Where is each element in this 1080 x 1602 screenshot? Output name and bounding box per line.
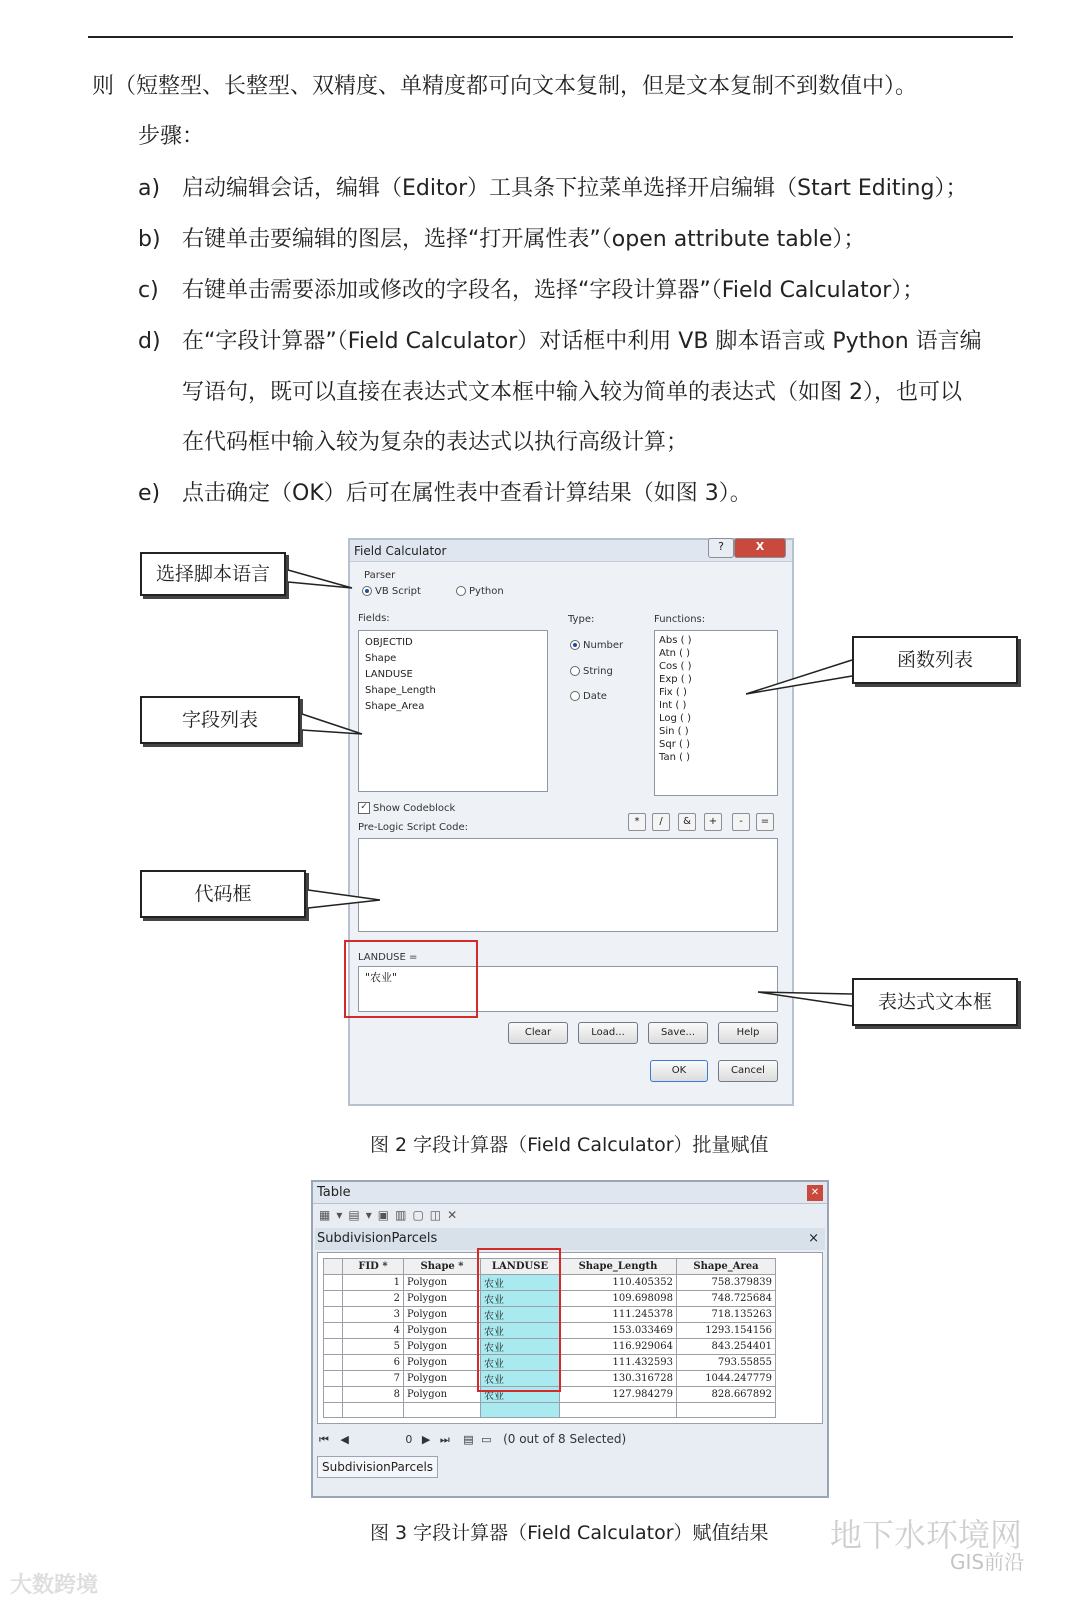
shape-area-cell: 1044.247779 [677,1371,776,1387]
shape-area-cell: 748.725684 [677,1291,776,1307]
shape-cell: Polygon [404,1291,481,1307]
pointer-expression-box [758,992,852,1006]
pointer-code-box [308,890,380,908]
checkbox-checked-icon: ✓ [358,802,370,814]
table-titlebar [313,1182,827,1204]
function-item[interactable]: Tan ( ) [659,752,691,763]
step-c-text: 右键单击需要添加或修改的字段名，选择“字段计算器”（Field Calculator）； [182,278,925,303]
clear-button[interactable]: Clear [508,1022,568,1044]
previous-record-icon[interactable]: ◀ [340,1433,349,1446]
function-item[interactable]: Fix ( ) [659,687,687,698]
watermark-left: 大数跨境 [10,1573,99,1598]
column-header[interactable]: Shape_Area [677,1259,776,1275]
ok-button[interactable]: OK [650,1060,708,1082]
fid-cell: 3 [343,1307,404,1323]
function-item[interactable]: Int ( ) [659,700,687,711]
shape-area-cell: 758.379839 [677,1275,776,1291]
step-d-text-1: 在“字段计算器”（Field Calculator）对话框中利用 VB 脚本语言或 Python 语言编 [182,329,982,354]
fid-cell: 4 [343,1323,404,1339]
fid-cell: 2 [343,1291,404,1307]
shape-cell: Polygon [404,1339,481,1355]
parser-python[interactable]: Python [456,586,504,597]
step-c-letter: c) [138,278,159,303]
parser-vbscript[interactable]: VB Script [362,586,421,597]
first-record-icon[interactable]: ⏮ [319,1433,329,1446]
field-item[interactable]: OBJECTID [365,637,413,648]
callout-script-language: 选择脚本语言 [140,552,286,596]
close-icon[interactable]: X [734,538,786,558]
clear-selection-icon[interactable]: ▢ [412,1208,430,1222]
cancel-button[interactable]: Cancel [718,1060,778,1082]
field-item[interactable]: Shape [365,653,397,664]
expression-value: "农业" [365,971,398,984]
shape-cell: Polygon [404,1307,481,1323]
expression-label: LANDUSE = [358,952,418,963]
landuse-cell: 农业 [481,1371,560,1387]
intro-line: 则（短整型、长整型、双精度、单精度都可向文本复制，但是文本复制不到数值中）。 [92,74,918,99]
field-item[interactable]: Shape_Length [365,685,436,696]
watermark-right-1: 地下水环境网 [830,1516,1023,1554]
step-e-letter: e) [138,481,161,506]
shape-area-cell: 793.55855 [677,1355,776,1371]
column-header[interactable]: Shape_Length [560,1259,677,1275]
shape-length-cell: 153.033469 [560,1323,677,1339]
parser-label: Parser [364,570,396,581]
step-b-text: 右键单击要编辑的图层，选择“打开属性表”（open attribute table）； [182,227,866,252]
shape-length-cell: 110.405352 [560,1275,677,1291]
type-number[interactable]: Number [570,640,623,651]
shape-length-cell: 109.698098 [560,1291,677,1307]
record-navigator [319,1432,626,1447]
attribute-table-window [311,1180,829,1498]
fid-cell: 6 [343,1355,404,1371]
bottom-layer-tab[interactable]: SubdivisionParcels [317,1456,438,1478]
step-a-letter: a) [138,176,161,201]
field-item[interactable]: Shape_Area [365,701,425,712]
shape-cell: Polygon [404,1355,481,1371]
pointer-function-list [746,660,852,694]
figure2-caption: 图 2 字段计算器（Field Calculator）批量赋值 [370,1134,769,1156]
step-a-text: 启动编辑会话，编辑（Editor）工具条下拉菜单选择开启编辑（Start Editing）； [182,176,968,201]
load-button[interactable]: Load... [578,1022,638,1044]
landuse-cell: 农业 [481,1387,560,1403]
selection-status: (0 out of 8 Selected) [503,1432,627,1446]
steps-heading: 步骤： [138,124,205,149]
shape-area-cell: 1293.154156 [677,1323,776,1339]
type-string[interactable]: String [570,666,613,677]
related-tables-icon[interactable]: ▤▾ [348,1208,378,1222]
function-item[interactable]: Cos ( ) [659,661,692,672]
fid-cell: 7 [343,1371,404,1387]
shape-length-cell: 116.929064 [560,1339,677,1355]
shape-area-cell: 718.135263 [677,1307,776,1323]
step-b-letter: b) [138,227,161,252]
row-selector-header [324,1259,343,1275]
close-tab-icon[interactable]: × [808,1231,819,1246]
dialog-title: Field Calculator [354,544,447,558]
step-e-text: 点击确定（OK）后可在属性表中查看计算结果（如图 3）。 [182,481,752,506]
shape-cell: Polygon [404,1371,481,1387]
table-toolbar [319,1208,463,1222]
landuse-cell: 农业 [481,1323,560,1339]
fields-label: Fields: [358,613,390,624]
show-codeblock[interactable]: ✓ Show Codeblock [358,802,455,814]
type-date[interactable]: Date [570,691,607,702]
operator-plus-button[interactable]: + [704,813,722,831]
help-icon[interactable]: ? [708,538,734,558]
step-d-text-3: 在代码框中输入较为复杂的表达式以执行高级计算； [182,430,689,455]
step-d-text-2: 写语句，既可以直接在表达式文本框中输入较为简单的表达式（如图 2），也可以 [182,380,962,405]
save-button[interactable]: Save... [648,1022,708,1044]
shape-length-cell: 130.316728 [560,1371,677,1387]
callout-expression-box: 表达式文本框 [852,978,1018,1026]
landuse-cell: 农业 [481,1339,560,1355]
table-empty-row [324,1403,776,1418]
callout-field-list: 字段列表 [140,696,300,744]
table-options-icon[interactable]: ▦▾ [319,1208,349,1222]
landuse-cell: 农业 [481,1291,560,1307]
show-selected-records-icon[interactable]: ▭ [481,1433,492,1446]
select-by-attributes-icon[interactable]: ▣ [377,1208,396,1222]
callout-function-list: 函数列表 [852,636,1018,684]
delete-selected-icon[interactable]: ✕ [447,1208,464,1222]
shape-area-cell: 828.667892 [677,1387,776,1403]
shape-cell: Polygon [404,1275,481,1291]
function-item[interactable]: Atn ( ) [659,648,691,659]
pointer-field-list [302,714,362,734]
fid-cell: 1 [343,1275,404,1291]
shape-length-cell: 111.245378 [560,1307,677,1323]
operator-minus-button[interactable]: - [732,813,750,831]
operator-equals-button[interactable]: = [756,813,774,831]
operator-concat-button[interactable]: & [678,813,696,831]
switch-selection-icon[interactable]: ▥ [395,1208,413,1222]
landuse-cell: 农业 [481,1275,560,1291]
prelogic-label: Pre-Logic Script Code: [358,822,468,833]
callout-code-box: 代码框 [140,870,306,918]
pointer-script-language [288,570,352,588]
layer-tab-header [315,1228,825,1250]
show-all-records-icon[interactable]: ▤ [463,1433,474,1446]
fid-cell: 8 [343,1387,404,1403]
layer-name: SubdivisionParcels [317,1231,438,1246]
shape-length-cell: 111.432593 [560,1355,677,1371]
landuse-highlight [477,1248,561,1392]
figure3-caption: 图 3 字段计算器（Field Calculator）赋值结果 [370,1522,769,1544]
function-item[interactable]: Abs ( ) [659,635,692,646]
shape-area-cell: 843.254401 [677,1339,776,1355]
function-item[interactable]: Exp ( ) [659,674,692,685]
zoom-selected-icon[interactable]: ◫ [429,1208,448,1222]
next-record-icon[interactable]: ▶ [421,1433,431,1446]
table-title: Table [317,1185,351,1200]
shape-cell: Polygon [404,1323,481,1339]
step-d-letter: d) [138,329,161,354]
close-icon[interactable]: ✕ [807,1185,823,1201]
landuse-cell: 农业 [481,1355,560,1371]
landuse-cell: 农业 [481,1307,560,1323]
last-record-icon[interactable]: ⏭ [439,1433,450,1446]
help-button[interactable]: Help [718,1022,778,1044]
operator-divide-button[interactable]: / [652,813,670,831]
column-header[interactable]: Shape * [404,1259,481,1275]
column-header[interactable]: LANDUSE [481,1259,560,1275]
operator-multiply-button[interactable]: * [628,813,646,831]
fid-cell: 5 [343,1339,404,1355]
column-header[interactable]: FID * [343,1259,404,1275]
function-item[interactable]: Log ( ) [659,713,692,724]
functions-label: Functions: [654,614,706,625]
shape-cell: Polygon [404,1387,481,1403]
function-item[interactable]: Sqr ( ) [659,739,690,750]
watermark-right-2: GIS前沿 [950,1550,1025,1574]
type-label: Type: [568,614,595,625]
record-index[interactable]: 0 [405,1433,413,1446]
function-item[interactable]: Sin ( ) [659,726,689,737]
shape-length-cell: 127.984279 [560,1387,677,1403]
field-item[interactable]: LANDUSE [365,669,413,680]
